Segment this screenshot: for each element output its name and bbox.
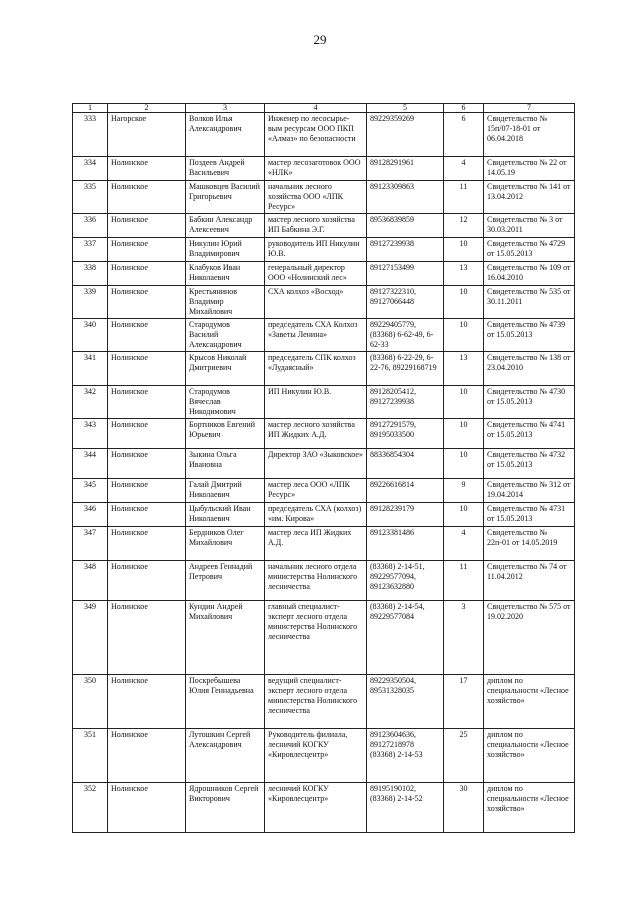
register-table <box>72 103 575 833</box>
cell-row-number: 346 <box>73 503 108 527</box>
cell-count: 4 <box>444 527 484 561</box>
cell-phone: 89128239179 <box>367 503 444 527</box>
table-row <box>73 319 575 352</box>
cell-row-number: 336 <box>73 214 108 238</box>
cell-row-number: 350 <box>73 675 108 729</box>
column-header: 1 <box>73 104 108 113</box>
cell-phone: (83368) 6-22-29, 6-22-76, 89229168719 <box>367 352 444 386</box>
table-body <box>73 113 575 833</box>
cell-row-number: 335 <box>73 181 108 214</box>
cell-position: ИП Никулин Ю.В. <box>265 386 367 419</box>
cell-phone: 89226616814 <box>367 479 444 503</box>
column-header: 4 <box>265 104 367 113</box>
cell-count: 10 <box>444 419 484 449</box>
cell-full-name: Андреев Геннадий Петрович <box>186 561 265 601</box>
cell-phone: 89123309863 <box>367 181 444 214</box>
cell-row-number: 342 <box>73 386 108 419</box>
cell-certificate: Свидетельство № 535 от 30.11.2011 <box>484 286 575 319</box>
cell-certificate: Свидетельство № 22п-01 от 14.05.2019 <box>484 527 575 561</box>
cell-phone: 89127153499 <box>367 262 444 286</box>
cell-count: 11 <box>444 181 484 214</box>
cell-position: мастер леса ИП Жидких А.Д. <box>265 527 367 561</box>
table-row <box>73 449 575 479</box>
cell-locality: Нолинское <box>108 601 186 675</box>
cell-count: 6 <box>444 113 484 157</box>
cell-position: начальник лесного хозяйства ООО «ЛПК Ресурс» <box>265 181 367 214</box>
cell-count: 10 <box>444 238 484 262</box>
cell-phone: 89128291961 <box>367 157 444 181</box>
cell-phone: 89536839859 <box>367 214 444 238</box>
cell-count: 3 <box>444 601 484 675</box>
cell-row-number: 333 <box>73 113 108 157</box>
table-row <box>73 214 575 238</box>
cell-row-number: 345 <box>73 479 108 503</box>
cell-certificate: Свидетельство № 312 от 19.04.2014 <box>484 479 575 503</box>
cell-locality: Нолинское <box>108 386 186 419</box>
cell-position: главный специалист-эксперт лесного отдела министерства Нолинского лесничества <box>265 601 367 675</box>
cell-row-number: 338 <box>73 262 108 286</box>
table-row <box>73 419 575 449</box>
cell-row-number: 334 <box>73 157 108 181</box>
cell-locality: Нолинское <box>108 319 186 352</box>
table-row <box>73 113 575 157</box>
cell-locality: Нолинское <box>108 419 186 449</box>
cell-position: мастер лесного хозяйства ИП Бабкина Э.Г. <box>265 214 367 238</box>
cell-full-name: Клабуков Иван Николаевич <box>186 262 265 286</box>
cell-position: мастер лесного хозяйства ИП Жидких А.Д. <box>265 419 367 449</box>
page-number: 29 <box>313 32 327 47</box>
cell-position: СХА колхоз «Восход» <box>265 286 367 319</box>
cell-position: лесничий КОГКУ «Кировлесцентр» <box>265 783 367 833</box>
cell-position: Руководитель филиала, лесничий КОГКУ «Кировлесцентр» <box>265 729 367 783</box>
table-row <box>73 479 575 503</box>
cell-count: 12 <box>444 214 484 238</box>
cell-position: председатель СХА Колхоз «Заветы Ленина» <box>265 319 367 352</box>
cell-phone: 89123604636, 89127218978 (83368) 2-14-53 <box>367 729 444 783</box>
table-row <box>73 601 575 675</box>
cell-locality: Нолинское <box>108 503 186 527</box>
cell-certificate: диплом по специальности «Лесное хозяйство» <box>484 783 575 833</box>
cell-position: председатель СПК колхоз «Лудаясный» <box>265 352 367 386</box>
table-row <box>73 675 575 729</box>
cell-certificate: диплом по специальности «Лесное хозяйство» <box>484 675 575 729</box>
cell-position: мастер леса ООО «ЛПК Ресурс» <box>265 479 367 503</box>
table-row <box>73 729 575 783</box>
cell-locality: Нолинское <box>108 262 186 286</box>
cell-row-number: 352 <box>73 783 108 833</box>
column-header: 2 <box>108 104 186 113</box>
cell-position: Директор ЗАО «Зыковское» <box>265 449 367 479</box>
cell-phone: 89229359269 <box>367 113 444 157</box>
cell-count: 4 <box>444 157 484 181</box>
cell-row-number: 340 <box>73 319 108 352</box>
table-header-row <box>73 104 575 113</box>
cell-full-name: Зыкина Ольга Ивановна <box>186 449 265 479</box>
table-row <box>73 783 575 833</box>
cell-full-name: Крысов Николай Дмитриевич <box>186 352 265 386</box>
table-row <box>73 527 575 561</box>
cell-full-name: Волков Илья Александрович <box>186 113 265 157</box>
cell-count: 10 <box>444 319 484 352</box>
cell-position: начальник лесного отдела министерства Нолинского лесничества <box>265 561 367 601</box>
cell-phone: 89195190102, (83368) 2-14-52 <box>367 783 444 833</box>
cell-certificate: Свидетельство № 4741 от 15.05.2013 <box>484 419 575 449</box>
table-row <box>73 386 575 419</box>
cell-certificate: Свидетельство № 74 от 11.04.2012 <box>484 561 575 601</box>
table-row <box>73 157 575 181</box>
cell-row-number: 343 <box>73 419 108 449</box>
cell-certificate: Свидетельство № 4732 от 15.05.2013 <box>484 449 575 479</box>
cell-certificate: Свидетельство № 109 от 16.04.2010 <box>484 262 575 286</box>
cell-certificate: Свидетельство № 4729 от 15.05.2013 <box>484 238 575 262</box>
cell-count: 25 <box>444 729 484 783</box>
cell-count: 10 <box>444 386 484 419</box>
cell-locality: Нолинское <box>108 352 186 386</box>
cell-row-number: 337 <box>73 238 108 262</box>
cell-certificate: Свидетельство № 15п/07-18-01 от 06.04.2018 <box>484 113 575 157</box>
cell-count: 9 <box>444 479 484 503</box>
cell-phone: 89127239938 <box>367 238 444 262</box>
cell-locality: Нолинское <box>108 527 186 561</box>
cell-count: 30 <box>444 783 484 833</box>
cell-position: Инженер по лесосырье-вым ресурсам ООО ПКП «Алмаз» по безопасности <box>265 113 367 157</box>
cell-count: 10 <box>444 449 484 479</box>
cell-position: мастер лесозаготовок ООО «НЛК» <box>265 157 367 181</box>
cell-phone: 88336854304 <box>367 449 444 479</box>
cell-full-name: Машковцев Василий Григорьевич <box>186 181 265 214</box>
cell-phone: 89123381486 <box>367 527 444 561</box>
cell-certificate: диплом по специальности «Лесное хозяйство» <box>484 729 575 783</box>
column-header: 6 <box>444 104 484 113</box>
cell-phone: (83368) 2-14-54, 89229577084 <box>367 601 444 675</box>
cell-locality: Нолинское <box>108 783 186 833</box>
cell-locality: Нолинское <box>108 181 186 214</box>
cell-locality: Нолинское <box>108 479 186 503</box>
cell-full-name: Лутошкин Сергей Александрович <box>186 729 265 783</box>
cell-full-name: Галай Дмитрий Николаевич <box>186 479 265 503</box>
cell-row-number: 347 <box>73 527 108 561</box>
cell-locality: Нолинское <box>108 675 186 729</box>
cell-row-number: 339 <box>73 286 108 319</box>
cell-phone: 89128205412, 89127239938 <box>367 386 444 419</box>
table-row <box>73 352 575 386</box>
cell-phone: (83368) 2-14-51, 89229577094, 89123632880 <box>367 561 444 601</box>
cell-phone: 89229350504, 89531328035 <box>367 675 444 729</box>
cell-row-number: 348 <box>73 561 108 601</box>
cell-certificate: Свидетельство № 4739 от 15.05.2013 <box>484 319 575 352</box>
cell-full-name: Бортников Евгений Юрьевич <box>186 419 265 449</box>
table-row <box>73 561 575 601</box>
cell-position: генеральный директор ООО «Нолинский лес» <box>265 262 367 286</box>
cell-row-number: 349 <box>73 601 108 675</box>
cell-full-name: Ядрошников Сергей Викторович <box>186 783 265 833</box>
table-row <box>73 181 575 214</box>
column-header: 5 <box>367 104 444 113</box>
cell-row-number: 341 <box>73 352 108 386</box>
column-header: 7 <box>484 104 575 113</box>
cell-position: председатель СХА (колхоз) «им. Кирова» <box>265 503 367 527</box>
cell-full-name: Цыбульский Иван Николаевич <box>186 503 265 527</box>
cell-full-name: Бердников Олег Михайлович <box>186 527 265 561</box>
cell-row-number: 344 <box>73 449 108 479</box>
cell-certificate: Свидетельство № 4731 от 15.05.2013 <box>484 503 575 527</box>
cell-full-name: Крестьянинов Владимир Михайлович <box>186 286 265 319</box>
cell-locality: Нагорское <box>108 113 186 157</box>
column-header: 3 <box>186 104 265 113</box>
cell-count: 10 <box>444 503 484 527</box>
cell-count: 13 <box>444 352 484 386</box>
cell-count: 10 <box>444 286 484 319</box>
cell-certificate: Свидетельство № 138 от 23.04.2010 <box>484 352 575 386</box>
cell-full-name: Никулин Юрий Владимирович <box>186 238 265 262</box>
cell-count: 11 <box>444 561 484 601</box>
cell-row-number: 351 <box>73 729 108 783</box>
cell-count: 17 <box>444 675 484 729</box>
cell-full-name: Стародумов Василий Александрович <box>186 319 265 352</box>
table-row <box>73 238 575 262</box>
cell-certificate: Свидетельство № 22 от 14.05.19 <box>484 157 575 181</box>
cell-locality: Нолинское <box>108 729 186 783</box>
cell-locality: Нолинское <box>108 214 186 238</box>
table-row <box>73 262 575 286</box>
cell-locality: Нолинское <box>108 238 186 262</box>
cell-full-name: Стародумов Вячеслав Никодимович <box>186 386 265 419</box>
cell-certificate: Свидетельство № 3 от 30.03.2011 <box>484 214 575 238</box>
cell-locality: Нолинское <box>108 157 186 181</box>
cell-certificate: Свидетельство № 4730 от 15.05.2013 <box>484 386 575 419</box>
cell-phone: 89229405779, (83368) 6-62-49, 6-62-33 <box>367 319 444 352</box>
cell-locality: Нолинское <box>108 286 186 319</box>
cell-certificate: Свидетельство № 141 от 13.04.2012 <box>484 181 575 214</box>
cell-phone: 89127322310, 89127066448 <box>367 286 444 319</box>
cell-position: ведущий специалист-эксперт лесного отдела министерства Нолинского лесничества <box>265 675 367 729</box>
cell-full-name: Бабкин Александр Алексеевич <box>186 214 265 238</box>
cell-full-name: Поскребышева Юлия Геннадьевна <box>186 675 265 729</box>
cell-full-name: Кундин Андрей Михайлович <box>186 601 265 675</box>
table-row <box>73 503 575 527</box>
cell-locality: Нолинское <box>108 561 186 601</box>
cell-phone: 89127291579, 89195033500 <box>367 419 444 449</box>
cell-certificate: Свидетельство № 575 от 19.02.2020 <box>484 601 575 675</box>
cell-position: руководитель ИП Никулин Ю.В. <box>265 238 367 262</box>
cell-full-name: Поздеев Андрей Васильевич <box>186 157 265 181</box>
table-row <box>73 286 575 319</box>
cell-locality: Нолинское <box>108 449 186 479</box>
cell-count: 13 <box>444 262 484 286</box>
